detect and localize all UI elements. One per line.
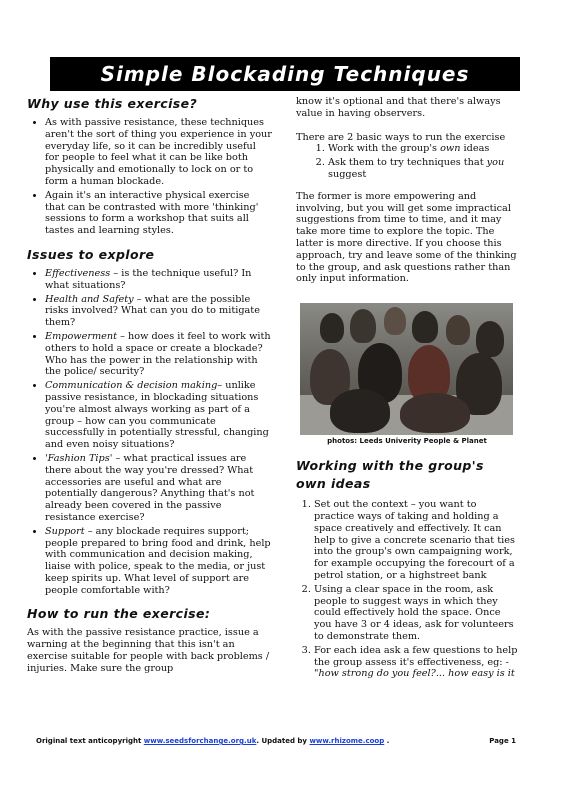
footer-text: . bbox=[384, 737, 390, 745]
left-column bbox=[27, 96, 272, 675]
run-paragraph: As with the passive resistance practice, issue a warning at the beginning that this isn't an exercise suitable for people with back problems / injuries. Make sure the group bbox=[27, 627, 270, 674]
continued-paragraph: know it's optional and that there's always value in having observers. bbox=[296, 96, 501, 119]
issue-term: Communication & decision making bbox=[45, 380, 218, 392]
working-heading: Working with the group's own ideas bbox=[296, 458, 484, 492]
way-text: Ask them to try techniques that bbox=[328, 157, 487, 169]
copyright-line bbox=[36, 737, 389, 745]
page-footer bbox=[36, 737, 516, 745]
issue-term: Health and Safety bbox=[45, 293, 134, 305]
issue-text: – what are the possible risks involved? What can you do to mitigate them? bbox=[45, 293, 260, 329]
why-heading: Why use this exercise? bbox=[27, 96, 198, 111]
list-item: 2. Using a clear space in the room, ask people to suggest ways in which they could effectively hold the space. Once you have 3 or 4 ideas, ask for volunteers to demonstrate them. bbox=[314, 584, 518, 643]
issue-term: Effectiveness bbox=[45, 267, 111, 279]
issue-text: – what practical issues are there about the way you're dressed? What accessories are useful and what are potentially dangerous? Anything that's not already been covered in the passive resistance exercise? bbox=[45, 452, 255, 523]
way-text: ideas bbox=[460, 143, 490, 155]
list-item bbox=[45, 380, 272, 451]
list-item bbox=[45, 294, 272, 329]
list-item bbox=[314, 645, 518, 680]
way-text: suggest bbox=[328, 168, 367, 180]
issue-term: Support bbox=[45, 525, 85, 537]
issues-heading: Issues to explore bbox=[27, 246, 155, 262]
list-item: • As with passive resistance, these techniques aren't the sort of thing you experience in your everyday life, so it can be incredibly useful for people to feel what it can be like both physically and emotionally to lock on or to form a human blockade. bbox=[45, 117, 272, 188]
list-item bbox=[45, 526, 272, 597]
why-list bbox=[27, 117, 272, 237]
list-item bbox=[45, 268, 272, 292]
issue-text: – is the technique useful? In what situations? bbox=[45, 267, 252, 291]
way-text: Work with the group's bbox=[328, 143, 441, 155]
list-item bbox=[45, 331, 272, 378]
photo-caption: photos: Leeds Univerity People & Planet bbox=[327, 437, 487, 446]
step-quote: "how strong do you feel?... how easy is it bbox=[314, 668, 515, 680]
issue-text: – unlike passive resistance, in blockading situations you're almost always working as part of a group – how can you communicate successfully in potentially stressful, changing and even noisy situations? bbox=[45, 380, 269, 451]
right-column bbox=[296, 96, 518, 682]
run-heading: How to run the exercise: bbox=[27, 606, 211, 622]
page-number: Page 1 bbox=[489, 737, 516, 745]
list-item: • Again it's an interactive physical exercise that can be contrasted with more 'thinking' sessions to form a workshop that suits all tastes and learning styles. bbox=[45, 190, 272, 237]
former-paragraph: The former is more empowering and involving, but you will get some impractical suggestions from time to time, and it may take more time to explore the topic. The latter is more directive. If you choose this approach, try and leave some of the thinking to the group, and ask questions rather than only input information. bbox=[296, 190, 517, 285]
issue-term: 'Fashion Tips' bbox=[45, 452, 113, 464]
way-emphasis: you bbox=[486, 157, 505, 169]
rhizome-link[interactable]: www.rhizome.coop bbox=[309, 737, 385, 745]
workshop-photo bbox=[300, 303, 513, 435]
list-item bbox=[328, 157, 518, 181]
ways-list bbox=[296, 143, 518, 180]
list-item bbox=[328, 143, 518, 155]
issue-text: – how does it feel to work with others to hold a space or create a blockade? Who has the power in the relationship with the police/ security? bbox=[45, 330, 271, 378]
page-title: Simple Blockading Techniques bbox=[50, 57, 520, 91]
issues-list bbox=[27, 268, 272, 597]
footer-text: . Updated by bbox=[256, 737, 310, 745]
list-item bbox=[45, 453, 272, 524]
issue-term: Empowerment bbox=[45, 330, 117, 342]
list-item: 1. Set out the context – you want to practice ways of taking and holding a space creatively and effectively. It can help to give a concrete scenario that ties into the group's own campaigning work, for example occupying the forecourt of a petrol station, or a highstreet bank bbox=[314, 499, 518, 582]
ways-intro: There are 2 basic ways to run the exercise bbox=[296, 131, 506, 143]
steps-list bbox=[296, 499, 518, 680]
way-emphasis: own bbox=[440, 143, 461, 155]
seedsforchange-link[interactable]: www.seedsforchange.org.uk bbox=[143, 737, 257, 745]
step-text: For each idea ask a few questions to help the group assess it's effectiveness, eg: - bbox=[314, 644, 518, 668]
issue-text: – any blockade requires support; people prepared to bring food and drink, help with communication and decision making, liaise with police, speak to the media, or just keep spirits up. What level of support are people comfortable with? bbox=[45, 525, 271, 596]
footer-text: Original text anticopyright bbox=[36, 737, 144, 745]
